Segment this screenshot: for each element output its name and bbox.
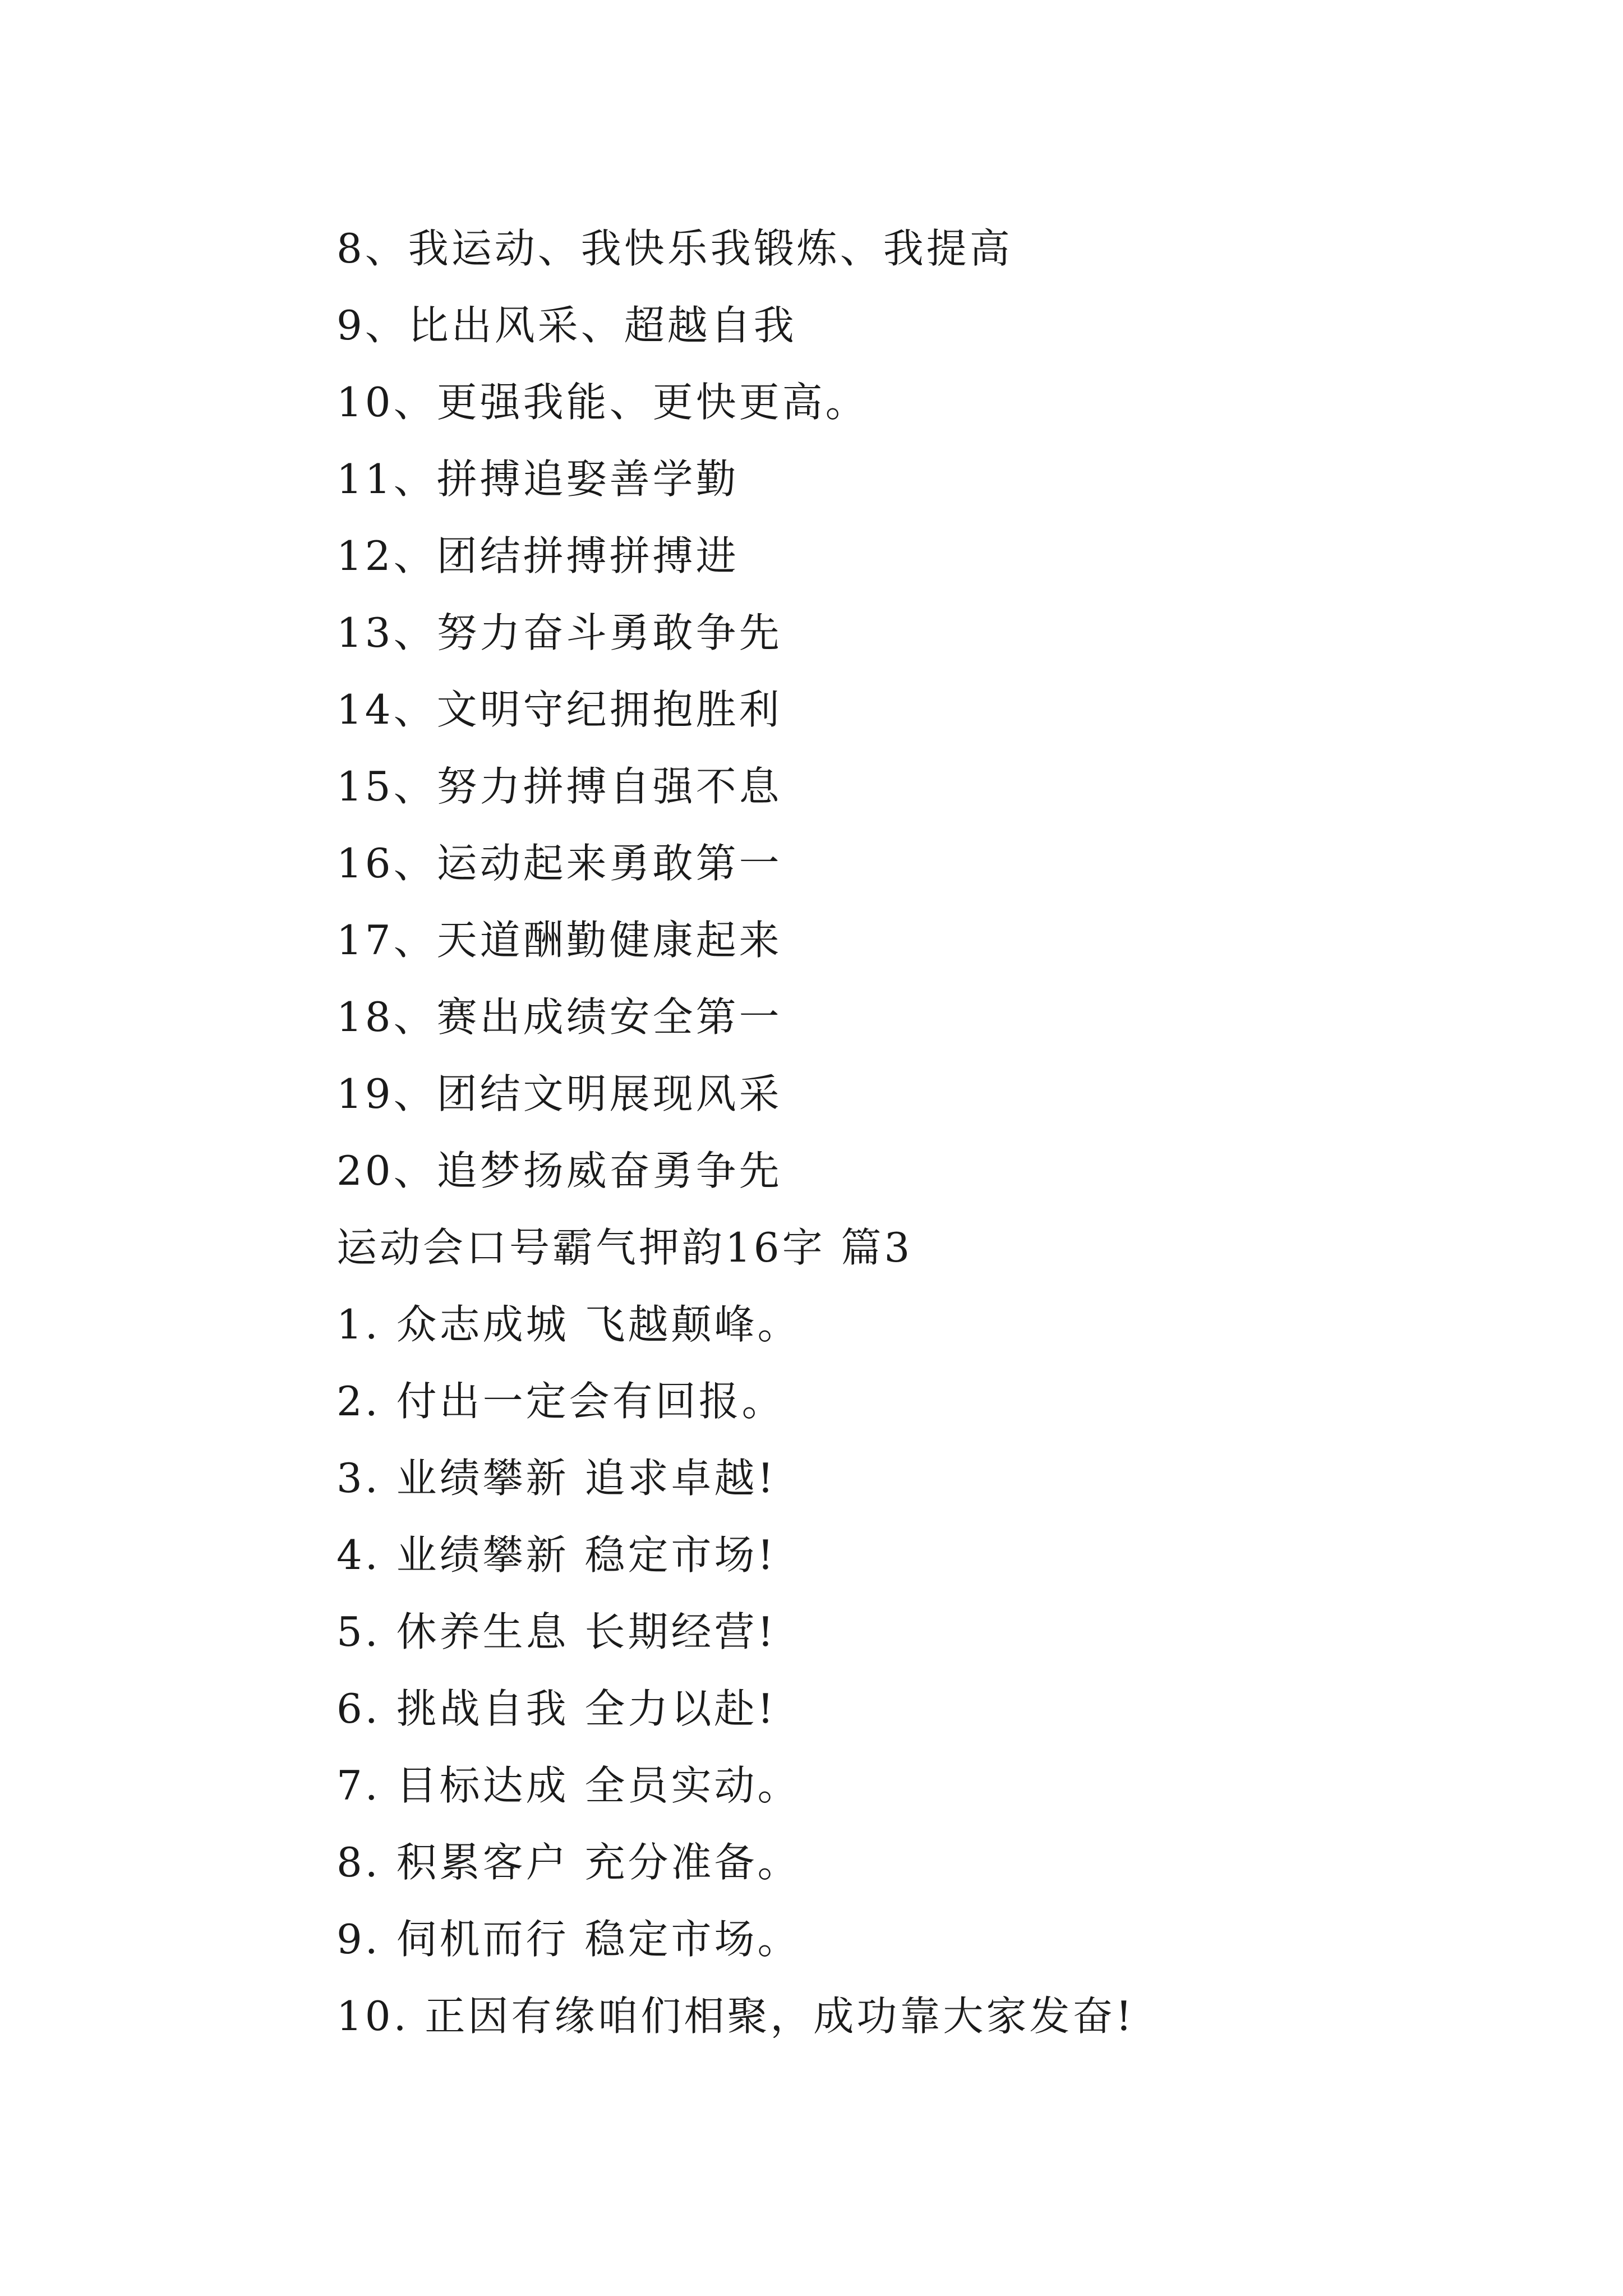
text-line: 17、天道酬勤健康起来 [336,917,782,964]
document-body [336,210,1514,2055]
text-line: 13、努力奋斗勇敢争先 [336,609,782,656]
text-line: 15、努力拼搏自强不息 [336,763,782,810]
text-line: 10. 正因有缘咱们相聚，成功靠大家发奋! [336,1993,1135,2040]
text-line: 19、团结文明展现风采 [336,1070,782,1117]
text-line: 12、团结拼搏拼搏进 [336,532,739,579]
text-line: 5. 休养生息 长期经营! [336,1608,777,1655]
text-line: 10、更强我能、更快更高。 [336,379,869,426]
text-line: 16、运动起来勇敢第一 [336,840,782,887]
text-line: 4. 业绩攀新 稳定市场! [336,1531,777,1579]
text-line: 20、追梦扬威奋勇争先 [336,1147,782,1194]
text-line: 8、我运动、我快乐我锻炼、我提高 [336,225,1013,272]
text-line: 9. 伺机而行 稳定市场。 [336,1916,801,1963]
text-line: 11、拼搏追娶善学勤 [336,455,739,503]
text-line: 8. 积累客户 充分准备。 [336,1839,801,1886]
text-line: 18、赛出成绩安全第一 [336,993,782,1041]
text-line: 2. 付出一定会有回报。 [336,1378,785,1425]
text-line: 14、文明守纪拥抱胜利 [336,686,782,733]
text-line: 3. 业绩攀新 追求卓越! [336,1455,777,1502]
section-heading: 运动会口号霸气押韵16字 篇3 [336,1224,913,1271]
text-line: 1. 众志成城 飞越颠峰。 [336,1301,801,1348]
text-line: 6. 挑战自我 全力以赴! [336,1685,777,1732]
text-line: 7. 目标达成 全员实动。 [336,1762,801,1809]
text-line: 9、比出风采、超越自我 [336,302,797,349]
